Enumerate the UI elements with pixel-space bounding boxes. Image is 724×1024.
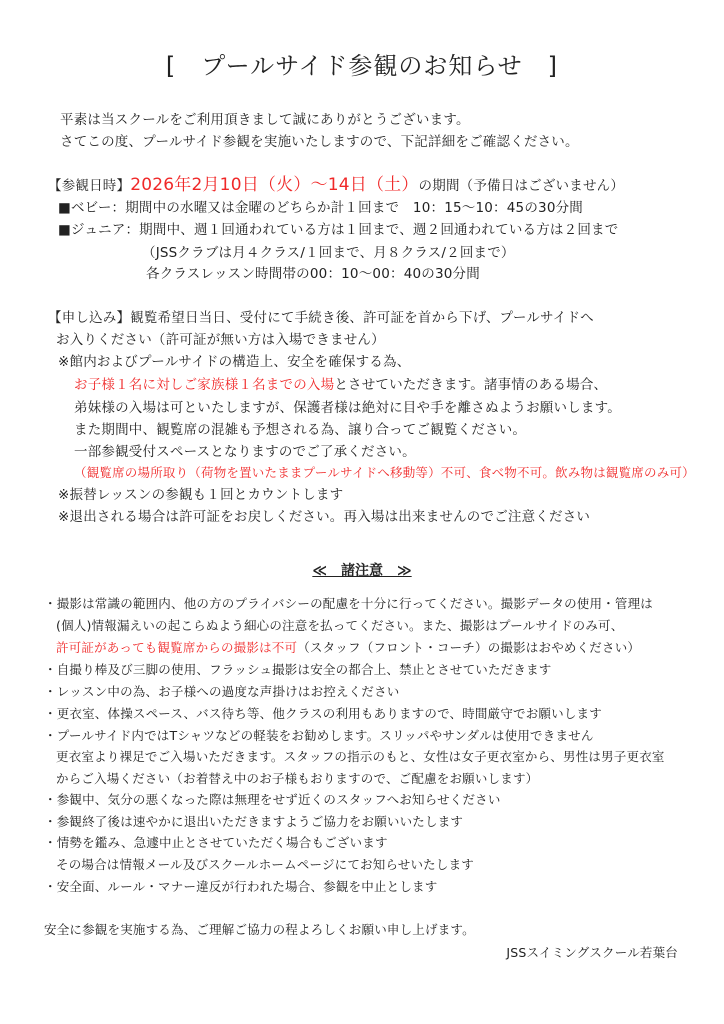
note-line: ・撮影は常識の範囲内、他の方のプライバシーの配慮を十分に行ってください。撮影データの使用・管理は <box>44 596 653 611</box>
intro-line: 平素は当スクールをご利用頂きまして誠にありがとうございます。 <box>60 112 470 128</box>
application-line: 一部参観受付スペースとなりますのでご了承ください。 <box>74 444 416 460</box>
schedule-dates: 2026年2月10日（火）～14日（土） <box>130 175 419 195</box>
schedule-junior-time: 各クラスレッスン時間帯の00：10～00：40の30分間 <box>146 266 480 282</box>
application-line <box>74 375 607 395</box>
note-line: 更衣室より裸足でご入場いただきます。スタッフの指示のもと、女性は女子更衣室から、男性は男子更衣室 <box>56 749 665 764</box>
note-line: ・レッスン中の為、お子様への過度な声掛けはお控えください <box>44 684 400 699</box>
application-line: また期間中、観覧席の混雑も予想される為、譲り合ってご観覧ください。 <box>74 422 527 438</box>
note-line: ・参観中、気分の悪くなった際は無理をせず近くのスタッフへお知らせください <box>44 792 501 807</box>
notes-heading: ≪ 諸注意 ≫ <box>312 563 412 579</box>
schedule-label: 【参観日時】 <box>48 178 131 194</box>
note-line: その場合は情報メール及びスクールホームページにてお知らせいたします <box>56 857 474 872</box>
note-line: からご入場ください（お着替え中のお子様もおりますので、ご配慮をお願いします） <box>56 771 539 786</box>
intro-line: さてこの度、プールサイド参観を実施いたしますので、下記詳細をご確認ください。 <box>60 134 579 150</box>
note-line: ・参観終了後は速やかに退出いただきますようご協力をお願いいたします <box>44 814 464 829</box>
application-line: ※館内およびプールサイドの構造上、安全を確保する為、 <box>58 354 411 370</box>
application-line: お入りください（許可証が無い方は入場できません） <box>56 332 385 348</box>
note-line: ・安全面、ルール・マナー違反が行われた場合、参観を中止とします <box>44 879 438 894</box>
application-text: とさせていただきます。諸事情のある場合、 <box>334 377 608 393</box>
note-line <box>56 638 640 658</box>
schedule-junior-note: （JSSクラブは月４クラス/１回まで、月８クラス/２回まで） <box>142 245 515 261</box>
note-line: ・情勢を鑑み、急遽中止とさせていただく場合もございます <box>44 835 388 850</box>
note-text: （スタッフ（フロント・コーチ）の撮影はおやめください） <box>297 640 641 655</box>
schedule-suffix: の期間（予備日はございません） <box>418 178 625 194</box>
schedule-line <box>48 175 624 196</box>
note-line: ・プールサイド内ではTシャツなどの軽装をお勧めします。スリッパやサンダルは使用できません <box>44 728 594 743</box>
page-title: [ プールサイド参観のお知らせ ] <box>165 52 559 80</box>
note-line: ・自撮り棒及び三脚の使用、フラッシュ撮影は安全の都合上、禁止とさせていただきます <box>44 662 552 677</box>
application-line: ※振替レッスンの参観も１回とカウントします <box>58 487 344 503</box>
schedule-junior: ■ジュニア：期間中、週１回通われている方は１回まで、週２回通われている方は２回まで <box>58 222 619 238</box>
family-limit-red: お子様１名に対しご家族様１名までの入場 <box>74 377 335 393</box>
seat-rules-red: （観覧席の場所取り（荷物を置いたままプールサイドへ移動等）不可、食べ物不可。飲み物は観覧席のみ可） <box>74 465 695 480</box>
application-line: 【申し込み】観覧希望日当日、受付にて手続き後、許可証を首から下げ、プールサイドへ <box>48 310 594 326</box>
note-line: (個人)情報漏えいの起こらぬよう細心の注意を払ってください。また、撮影はプールサイドのみ可、 <box>56 618 624 633</box>
application-line: 弟妹様の入場は可といたしますが、保護者様は絶対に目や手を離さぬようお願いします。 <box>74 400 621 416</box>
closing-text: 安全に参観を実施する為、ご理解ご協力の程よろしくお願い申し上げます。 <box>44 922 475 937</box>
note-line: ・更衣室、体操スペース、バス待ち等、他クラスの利用もありますので、時間厳守でお願いします <box>44 706 602 721</box>
application-line: ※退出される場合は許可証をお戻しください。再入場は出来ませんのでご注意ください <box>58 509 591 525</box>
photo-ban-red: 許可証があっても観覧席からの撮影は不可 <box>56 640 298 655</box>
signature: JSSスイミングスクール若葉台 <box>506 945 678 960</box>
schedule-baby: ■ベビー：期間中の水曜又は金曜のどちらか計１回まで 10：15～10：45の30分間 <box>58 200 584 216</box>
